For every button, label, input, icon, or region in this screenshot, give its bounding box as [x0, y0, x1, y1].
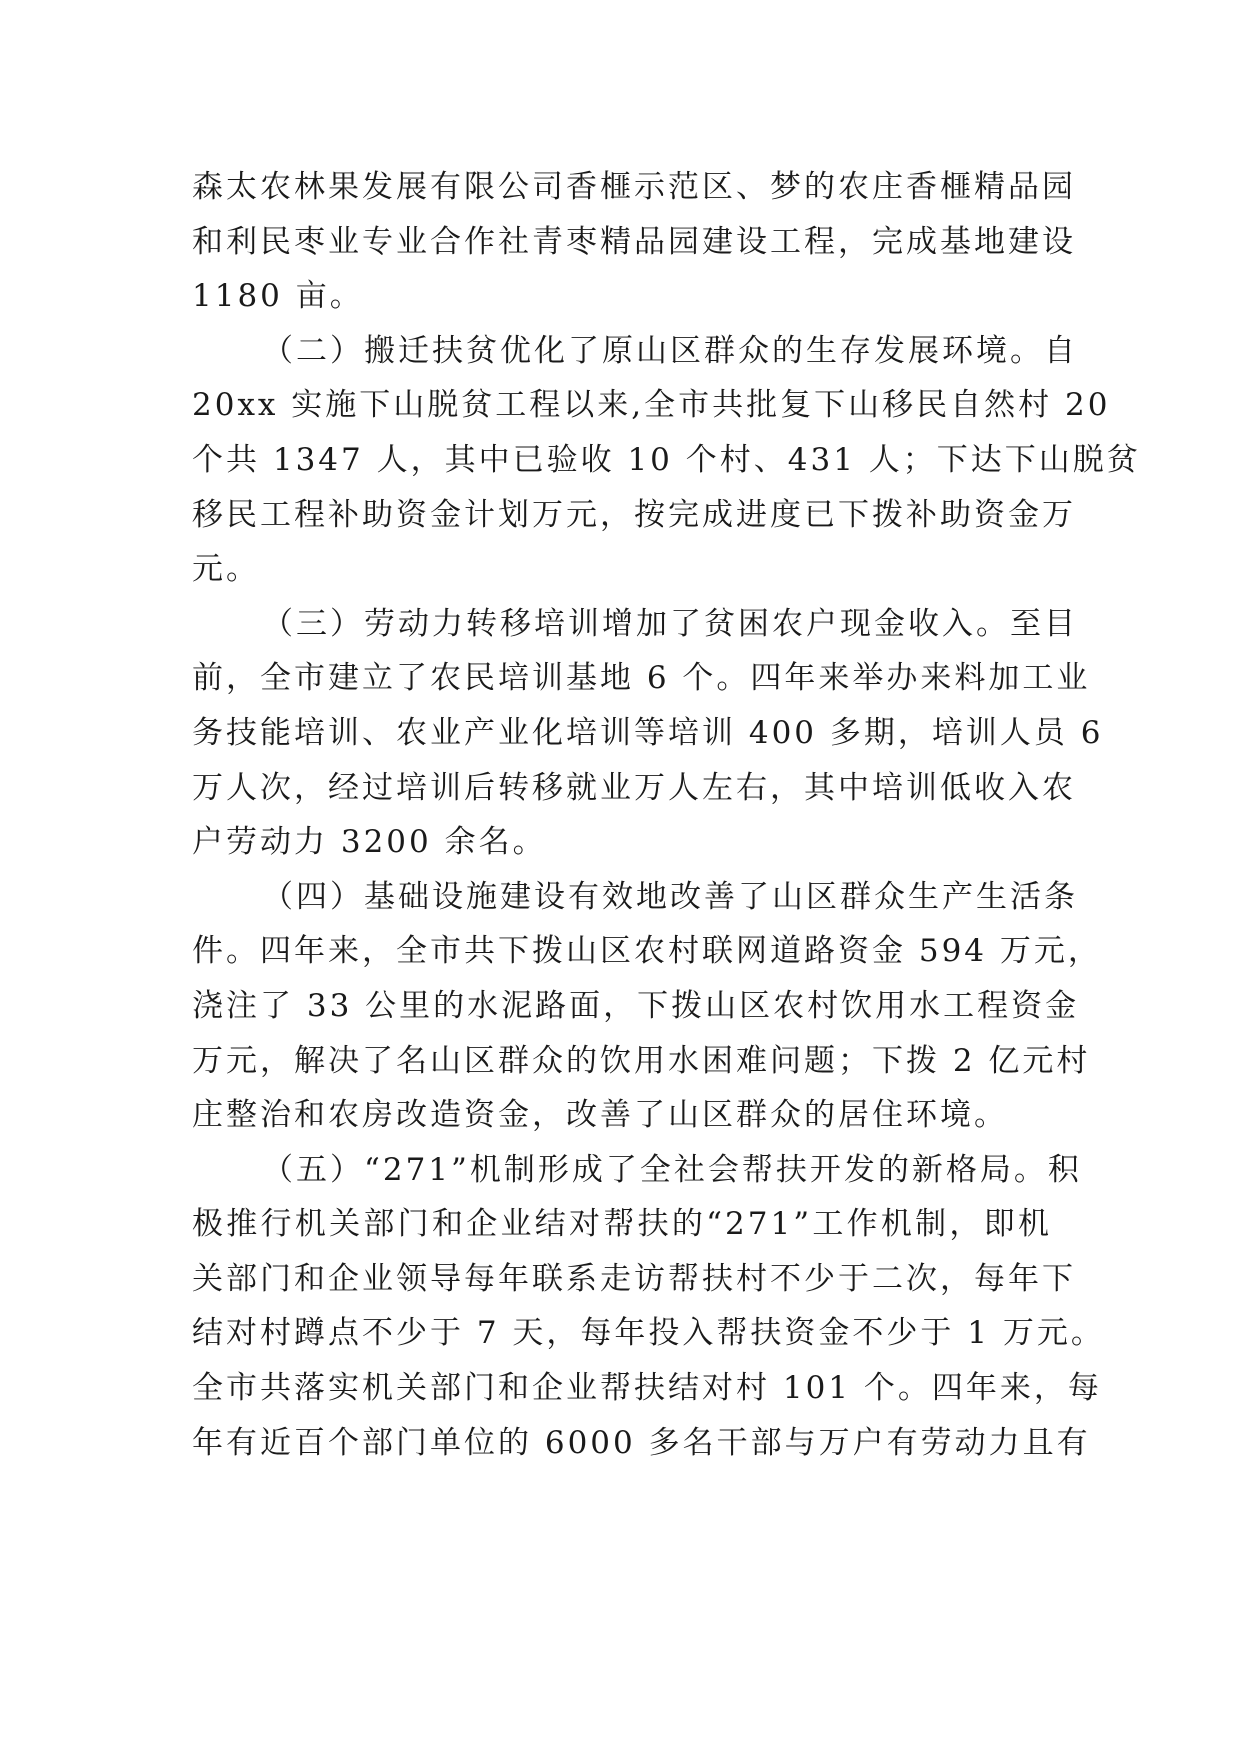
text-line: 万元，解决了名山区群众的饮用水困难问题；下拨 2 亿元村	[192, 1042, 1091, 1079]
text-line: 20xx 实施下山脱贫工程以来,全市共批复下山移民自然村 20	[192, 387, 1111, 424]
text-line: 关部门和企业领导每年联系走访帮扶村不少于二次，每年下	[192, 1260, 1076, 1297]
text-line: 和利民枣业专业合作社青枣精品园建设工程，完成基地建设	[192, 223, 1076, 260]
text-line: 1180 亩。	[192, 278, 364, 315]
text-line: 务技能培训、农业产业化培训等培训 400 多期，培训人员 6	[192, 714, 1104, 751]
text-line: 户劳动力 3200 余名。	[192, 824, 547, 861]
document-page	[192, 160, 1141, 1470]
text-line: 全市共落实机关部门和企业帮扶结对村 101 个。四年来，每	[192, 1370, 1102, 1407]
text-line: 移民工程补助资金计划万元，按完成进度已下拨补助资金万	[192, 496, 1076, 533]
text-line: 庄整治和农房改造资金，改善了山区群众的居住环境。	[192, 1097, 1008, 1134]
text-line: 件。四年来，全市共下拨山区农村联网道路资金 594 万元，	[192, 933, 1102, 970]
text-line: 极推行机关部门和企业结对帮扶的“271”工作机制，即机	[192, 1206, 1052, 1243]
text-line: 森太农林果发展有限公司香榧示范区、梦的农庄香榧精品园	[192, 169, 1076, 205]
text-line: 万人次，经过培训后转移就业万人左右，其中培训低收入农	[192, 769, 1076, 806]
text-line: （三）劳动力转移培训增加了贫困农户现金收入。至目	[262, 605, 1078, 642]
text-line: 年有近百个部门单位的 6000 多名干部与万户有劳动力且有	[192, 1424, 1091, 1461]
text-line: （五）“271”机制形成了全社会帮扶开发的新格局。积	[262, 1151, 1082, 1188]
text-line: 结对村蹲点不少于 7 天，每年投入帮扶资金不少于 1 万元。	[192, 1315, 1105, 1352]
text-line: （四）基础设施建设有效地改善了山区群众生产生活条	[262, 878, 1078, 915]
text-line: 个共 1347 人，其中已验收 10 个村、431 人；下达下山脱贫	[192, 441, 1141, 478]
text-line: 元。	[192, 551, 260, 588]
text-line: 浇注了 33 公里的水泥路面，下拨山区农村饮用水工程资金	[192, 987, 1080, 1024]
text-line: 前，全市建立了农民培训基地 6 个。四年来举办来料加工业	[192, 660, 1091, 697]
text-line: （二）搬迁扶贫优化了原山区群众的生存发展环境。自	[262, 332, 1078, 369]
